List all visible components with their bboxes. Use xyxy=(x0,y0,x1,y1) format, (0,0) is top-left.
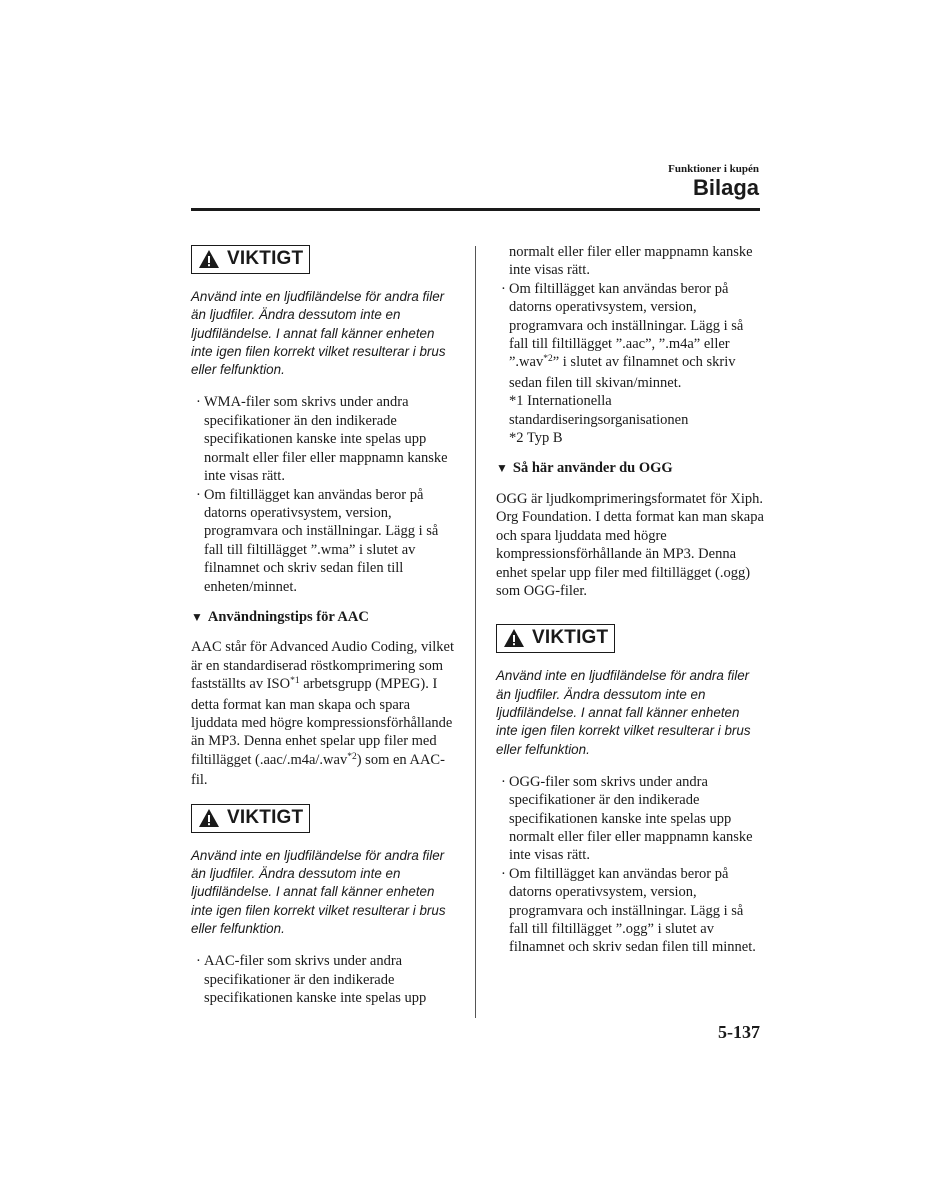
warning-label: VIKTIGT xyxy=(227,248,304,269)
warning-box xyxy=(191,804,310,833)
footnote-ref-2: *2 xyxy=(347,751,357,762)
footnote-1-line-1: *1 Internationella xyxy=(509,393,612,410)
footnote-1-line-2: standardiseringsorganisationen xyxy=(509,411,689,428)
triangle-down-icon: ▼ xyxy=(191,609,203,624)
footnote-ref-1: *1 xyxy=(290,676,300,687)
list-item-text: normalt eller filer eller mappnamn kanske inte visas rätt. xyxy=(509,244,753,279)
wma-bullet-list xyxy=(191,393,459,595)
warning-text: Använd inte en ljudfiländelse för andra filer än ljudfiler. Ändra dessutom inte en ljudfiländelse. I annat fall känner enheten inte igen filen korrekt vilket resulterar i brus eller felfunktion. xyxy=(191,289,446,378)
ogg-bullet-list xyxy=(496,773,764,957)
aac-paragraph xyxy=(191,638,459,789)
aac-heading xyxy=(191,608,459,626)
list-item-text: OGG-filer som skrivs under andra specifikationer är den indikerade specifikationen kanske inte spelas upp normalt eller filer eller mappnamn kanske inte visas rätt. xyxy=(509,773,753,864)
list-item-text-a: Om filtillägget kan användas beror på datorns operativsystem, version, programvara och inställningar. Lägg i så fall till filtillägget ”.aac”, ”.m4a” eller ”.wav xyxy=(509,280,744,371)
warning-text: Använd inte en ljudfiländelse för andra filer än ljudfiler. Ändra dessutom inte en ljudfiländelse. I annat fall känner enheten inte igen filen korrekt vilket resulterar i brus eller felfunktion. xyxy=(496,668,751,757)
warning-box xyxy=(191,245,310,274)
aac-text-3: ) som en AAC-fil. xyxy=(191,751,445,789)
list-item-text: Om filtillägget kan användas beror på datorns operativsystem, version, programvara och inställningar. Lägg i så fall till filtillägget ”.wma” i slutet av filnamnet och skriv sedan filen till enheten/minnet. xyxy=(204,486,439,595)
list-item xyxy=(191,393,459,485)
warning-box xyxy=(496,624,615,653)
warning-text: Använd inte en ljudfiländelse för andra filer än ljudfiler. Ändra dessutom inte en ljudfiländelse. I annat fall känner enheten inte igen filen korrekt vilket resulterar i brus eller felfunktion. xyxy=(191,847,446,936)
chapter-title: Bilaga xyxy=(692,175,759,200)
list-item xyxy=(496,280,764,392)
column-divider xyxy=(475,246,476,1018)
aac-heading-text: Användningstips för AAC xyxy=(207,608,369,625)
right-column xyxy=(496,243,764,969)
list-item xyxy=(496,773,764,865)
ogg-heading-text: Så här använder du OGG xyxy=(512,460,673,477)
list-item-text-b: ” i slutet av filnamnet och skriv sedan filen till skivan/minnet. xyxy=(509,354,736,391)
list-item xyxy=(496,865,764,957)
ogg-paragraph: OGG är ljudkomprimeringsformatet för Xiph. Org Foundation. I detta format kan man skapa och spara ljuddata med högre kompressionsförhållande än MP3. Denna enhet spelar upp filer med filtillägget (.ogg) som OGG-filer. xyxy=(496,490,764,599)
bullet-marker: · xyxy=(501,280,506,297)
section-title: Funktioner i kupén xyxy=(668,163,759,175)
warning-label: VIKTIGT xyxy=(532,627,609,649)
warning-icon xyxy=(198,808,220,828)
bullet-marker: · xyxy=(501,865,506,882)
aac-bullet-list xyxy=(191,952,459,1007)
list-item xyxy=(191,486,459,596)
aac-text-1: AAC står för Advanced Audio Coding, vilket är en standardiserad röstkomprimering som fastställts av ISO xyxy=(191,639,454,693)
list-item-text: Om filtillägget kan användas beror på datorns operativsystem, version, programvara och inställningar. Lägg i så fall till filtillägget ”.ogg” i slutet av filnamnet och skriv sedan filen till minnet. xyxy=(509,865,756,956)
ogg-heading xyxy=(496,459,764,477)
warning-icon xyxy=(503,628,525,648)
header-rule xyxy=(191,208,760,211)
page-number: 5-137 xyxy=(718,1022,760,1042)
list-item-text: WMA-filer som skrivs under andra specifikationer än den indikerade specifikationen kanske inte spelas upp normalt eller filer eller mappnamn kanske inte visas rätt. xyxy=(204,394,448,485)
list-item xyxy=(191,952,459,1007)
left-column xyxy=(191,243,459,1019)
warning-icon xyxy=(198,249,220,269)
aac-bullet-list-2 xyxy=(496,280,764,392)
list-item-text: AAC-filer som skrivs under andra specifikationer är den indikerade specifikationen kanske inte spelas upp xyxy=(204,953,427,1006)
bullet-marker: · xyxy=(196,953,201,970)
footnote-ref-2: *2 xyxy=(543,354,553,365)
bullet-marker: · xyxy=(196,394,201,411)
triangle-down-icon: ▼ xyxy=(496,461,508,476)
warning-label: VIKTIGT xyxy=(227,806,304,828)
footnotes xyxy=(496,392,764,447)
footnote-2: *2 Typ B xyxy=(509,430,563,447)
bullet-marker: · xyxy=(196,486,201,503)
aac-text-2: arbetsgrupp (MPEG). I detta format kan man skapa och spara ljuddata med högre kompressionsförhållande än MP3. Denna enhet spelar upp filer med filtillägget (.aac/.m4a/.wav xyxy=(191,676,453,768)
bullet-marker: · xyxy=(501,773,506,790)
aac-bullet-continued xyxy=(496,243,764,280)
